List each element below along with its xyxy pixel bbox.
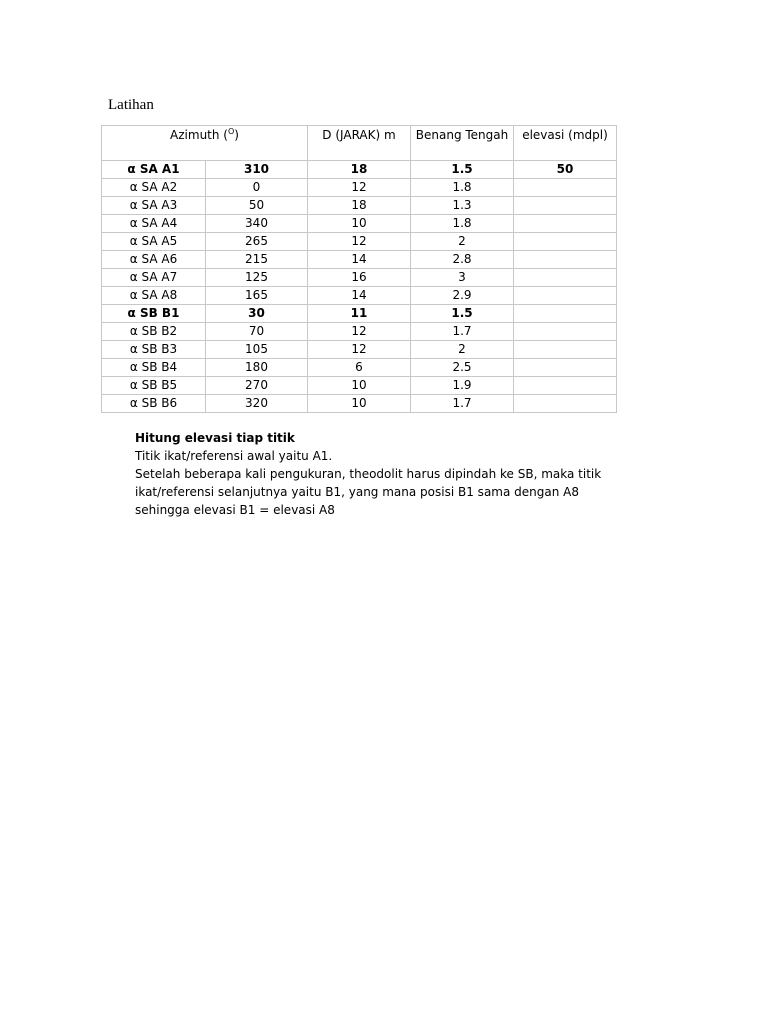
cell-elevasi: 50 [514, 161, 617, 179]
header-benang-tengah: Benang Tengah [411, 126, 514, 161]
cell-azimuth: 310 [206, 161, 308, 179]
table-row [102, 233, 617, 251]
cell-jarak: 12 [308, 341, 411, 359]
instructions-line-1: Titik ikat/referensi awal yaitu A1. [135, 449, 333, 463]
cell-jarak: 16 [308, 269, 411, 287]
cell-benang-tengah: 2.5 [411, 359, 514, 377]
table-row [102, 197, 617, 215]
cell-benang-tengah: 1.3 [411, 197, 514, 215]
cell-azimuth: 265 [206, 233, 308, 251]
header-azimuth-close: ) [234, 128, 239, 142]
cell-elevasi [514, 197, 617, 215]
cell-point: α SB B5 [102, 377, 206, 395]
table-row [102, 269, 617, 287]
cell-azimuth: 30 [206, 305, 308, 323]
cell-elevasi [514, 287, 617, 305]
cell-elevasi [514, 377, 617, 395]
measurement-table [101, 125, 617, 413]
cell-point: α SB B1 [102, 305, 206, 323]
table-row [102, 323, 617, 341]
instructions-heading: Hitung elevasi tiap titik [135, 431, 295, 445]
cell-point: α SA A4 [102, 215, 206, 233]
table-row [102, 341, 617, 359]
cell-point: α SA A5 [102, 233, 206, 251]
cell-point: α SB B2 [102, 323, 206, 341]
table-row [102, 215, 617, 233]
instructions [135, 429, 635, 519]
cell-jarak: 10 [308, 395, 411, 413]
table-row [102, 179, 617, 197]
cell-elevasi [514, 215, 617, 233]
cell-azimuth: 180 [206, 359, 308, 377]
cell-jarak: 18 [308, 161, 411, 179]
instructions-line-2: Setelah beberapa kali pengukuran, theodolit harus dipindah ke SB, maka titik ikat/referensi selanjutnya yaitu B1, yang mana posisi B1 sama dengan A8 sehingga elevasi B1 = elevasi A8 [135, 467, 602, 517]
header-elevasi: elevasi (mdpl) [514, 126, 617, 161]
cell-benang-tengah: 1.9 [411, 377, 514, 395]
cell-jarak: 14 [308, 287, 411, 305]
cell-azimuth: 270 [206, 377, 308, 395]
cell-benang-tengah: 1.5 [411, 161, 514, 179]
cell-jarak: 14 [308, 251, 411, 269]
cell-elevasi [514, 359, 617, 377]
table-row [102, 377, 617, 395]
cell-azimuth: 105 [206, 341, 308, 359]
cell-benang-tengah: 1.7 [411, 323, 514, 341]
cell-benang-tengah: 3 [411, 269, 514, 287]
table-row [102, 287, 617, 305]
table-row [102, 305, 617, 323]
cell-jarak: 11 [308, 305, 411, 323]
cell-benang-tengah: 1.8 [411, 179, 514, 197]
cell-benang-tengah: 2.9 [411, 287, 514, 305]
cell-benang-tengah: 2.8 [411, 251, 514, 269]
cell-jarak: 6 [308, 359, 411, 377]
cell-point: α SA A7 [102, 269, 206, 287]
cell-azimuth: 340 [206, 215, 308, 233]
cell-azimuth: 215 [206, 251, 308, 269]
header-azimuth-text: Azimuth ( [170, 128, 228, 142]
header-azimuth-degree: O [227, 127, 235, 136]
cell-point: α SA A1 [102, 161, 206, 179]
cell-azimuth: 0 [206, 179, 308, 197]
cell-azimuth: 165 [206, 287, 308, 305]
cell-point: α SA A6 [102, 251, 206, 269]
cell-azimuth: 50 [206, 197, 308, 215]
cell-point: α SA A3 [102, 197, 206, 215]
table-row [102, 161, 617, 179]
cell-benang-tengah: 2 [411, 233, 514, 251]
cell-elevasi [514, 305, 617, 323]
cell-azimuth: 70 [206, 323, 308, 341]
cell-jarak: 10 [308, 377, 411, 395]
cell-point: α SA A2 [102, 179, 206, 197]
cell-azimuth: 125 [206, 269, 308, 287]
cell-jarak: 18 [308, 197, 411, 215]
cell-elevasi [514, 233, 617, 251]
table-row [102, 395, 617, 413]
cell-jarak: 12 [308, 179, 411, 197]
cell-elevasi [514, 395, 617, 413]
cell-benang-tengah: 1.8 [411, 215, 514, 233]
cell-benang-tengah: 1.5 [411, 305, 514, 323]
cell-azimuth: 320 [206, 395, 308, 413]
cell-elevasi [514, 251, 617, 269]
cell-benang-tengah: 1.7 [411, 395, 514, 413]
cell-benang-tengah: 2 [411, 341, 514, 359]
table-row [102, 359, 617, 377]
page-title: Latihan [108, 97, 154, 113]
cell-elevasi [514, 323, 617, 341]
cell-elevasi [514, 269, 617, 287]
cell-point: α SA A8 [102, 287, 206, 305]
header-jarak: D (JARAK) m [308, 126, 411, 161]
cell-jarak: 12 [308, 233, 411, 251]
table-row [102, 251, 617, 269]
cell-jarak: 10 [308, 215, 411, 233]
cell-elevasi [514, 341, 617, 359]
cell-point: α SB B6 [102, 395, 206, 413]
table-header-row [102, 126, 617, 161]
cell-point: α SB B4 [102, 359, 206, 377]
cell-jarak: 12 [308, 323, 411, 341]
header-azimuth [102, 126, 308, 161]
cell-elevasi [514, 179, 617, 197]
cell-point: α SB B3 [102, 341, 206, 359]
